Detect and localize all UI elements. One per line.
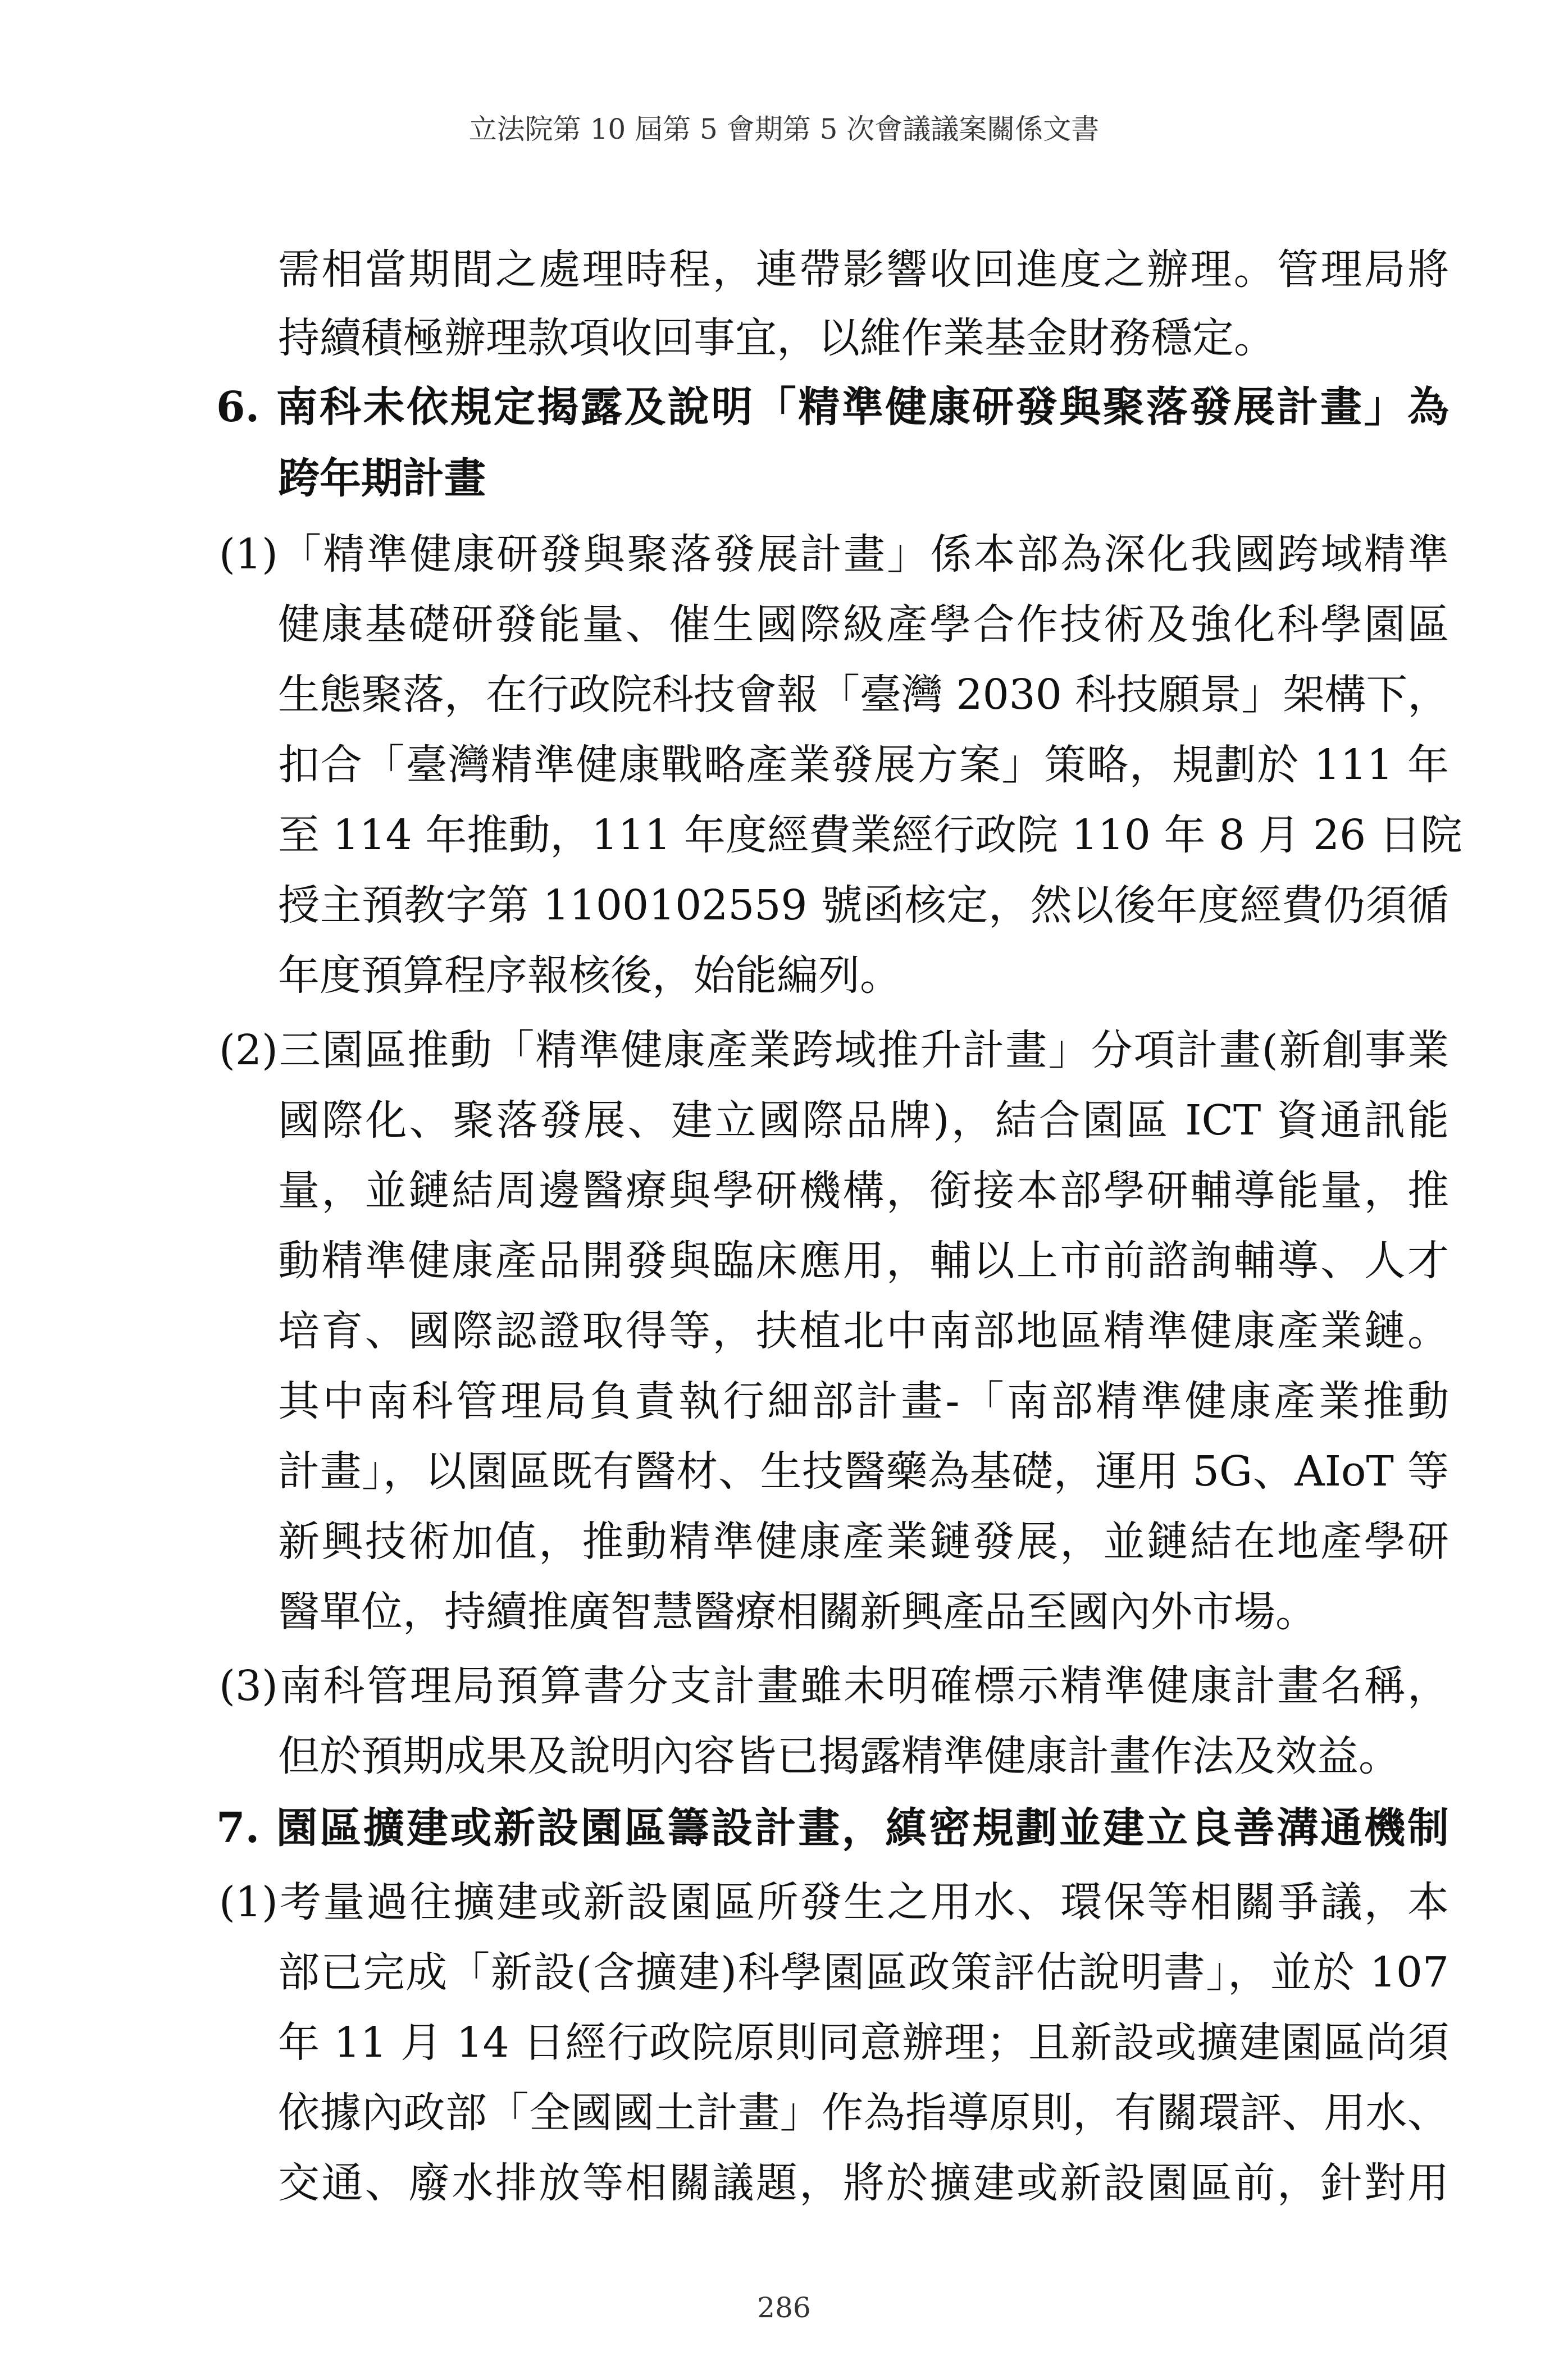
body-line: 生態聚落，在行政院科技會報「臺灣 2030 科技願景」架構下， bbox=[278, 671, 1450, 719]
body-line: (1)考量過往擴建或新設園區所發生之用水、環保等相關爭議，本 bbox=[219, 1878, 1449, 1926]
body-line: (3)南科管理局預算書分支計畫雖未明確標示精準健康計畫名稱， bbox=[219, 1662, 1449, 1710]
section-heading: 6. 南科未依規定揭露及說明「精準健康研發與聚落發展計畫」為 bbox=[216, 383, 1449, 431]
body-line: 但於預期成果及說明內容皆已揭露精準健康計畫作法及效益。 bbox=[278, 1732, 1400, 1780]
body-line: 其中南科管理局負責執行細部計畫-「南部精準健康產業推動 bbox=[278, 1377, 1449, 1425]
section-heading: 跨年期計畫 bbox=[278, 454, 486, 503]
page-number: 286 bbox=[757, 2291, 811, 2324]
body-line: 國際化、聚落發展、建立國際品牌)，結合園區 ICT 資通訊能 bbox=[278, 1096, 1449, 1145]
body-line: 計畫」，以園區既有醫材、生技醫藥為基礎，運用 5G、AIoT 等 bbox=[278, 1447, 1449, 1496]
body-line: 至 114 年推動，111 年度經費業經行政院 110 年 8 月 26 日院 bbox=[278, 811, 1462, 859]
body-line: 需相當期間之處理時程，連帶影響收回進度之辦理。管理局將 bbox=[278, 245, 1449, 294]
body-line: (2)三園區推動「精準健康產業跨域推升計畫」分項計畫(新創事業 bbox=[219, 1026, 1449, 1074]
body-line: 授主預教字第 1100102559 號函核定，然以後年度經費仍須循 bbox=[278, 881, 1449, 929]
document-header: 立法院第 10 屆第 5 會期第 5 次會議議案關係文書 bbox=[468, 113, 1100, 145]
body-line: 部已完成「新設(含擴建)科學園區政策評估說明書」，並於 107 bbox=[278, 1948, 1449, 1997]
body-line: 動精準健康產品開發與臨床應用，輔以上市前諮詢輔導、人才 bbox=[278, 1237, 1449, 1285]
section-heading: 7. 園區擴建或新設園區籌設計畫，縝密規劃並建立良善溝通機制 bbox=[216, 1804, 1449, 1852]
body-line: 交通、廢水排放等相關議題，將於擴建或新設園區前，針對用 bbox=[278, 2159, 1449, 2207]
body-line: 量，並鏈結周邊醫療與學研機構，銜接本部學研輔導能量，推 bbox=[278, 1167, 1449, 1215]
body-line: 年度預算程序報核後，始能編列。 bbox=[278, 951, 901, 1000]
body-line: 培育、國際認證取得等，扶植北中南部地區精準健康產業鏈。 bbox=[278, 1307, 1449, 1355]
body-line: 依據內政部「全國國土計畫」作為指導原則，有關環評、用水、 bbox=[278, 2089, 1449, 2137]
body-line: 持續積極辦理款項收回事宜，以維作業基金財務穩定。 bbox=[278, 314, 1275, 362]
body-line: 年 11 月 14 日經行政院原則同意辦理；且新設或擴建園區尚須 bbox=[278, 2018, 1449, 2067]
body-line: 健康基礎研發能量、催生國際級產學合作技術及強化科學園區 bbox=[278, 600, 1449, 649]
body-line: 新興技術加值，推動精準健康產業鏈發展，並鏈結在地產學研 bbox=[278, 1518, 1449, 1566]
body-line: (1)「精準健康研發與聚落發展計畫」係本部為深化我國跨域精準 bbox=[219, 530, 1449, 578]
body-line: 醫單位，持續推廣智慧醫療相關新興產品至國內外市場。 bbox=[278, 1588, 1317, 1636]
body-line: 扣合「臺灣精準健康戰略產業發展方案」策略，規劃於 111 年 bbox=[278, 741, 1449, 789]
